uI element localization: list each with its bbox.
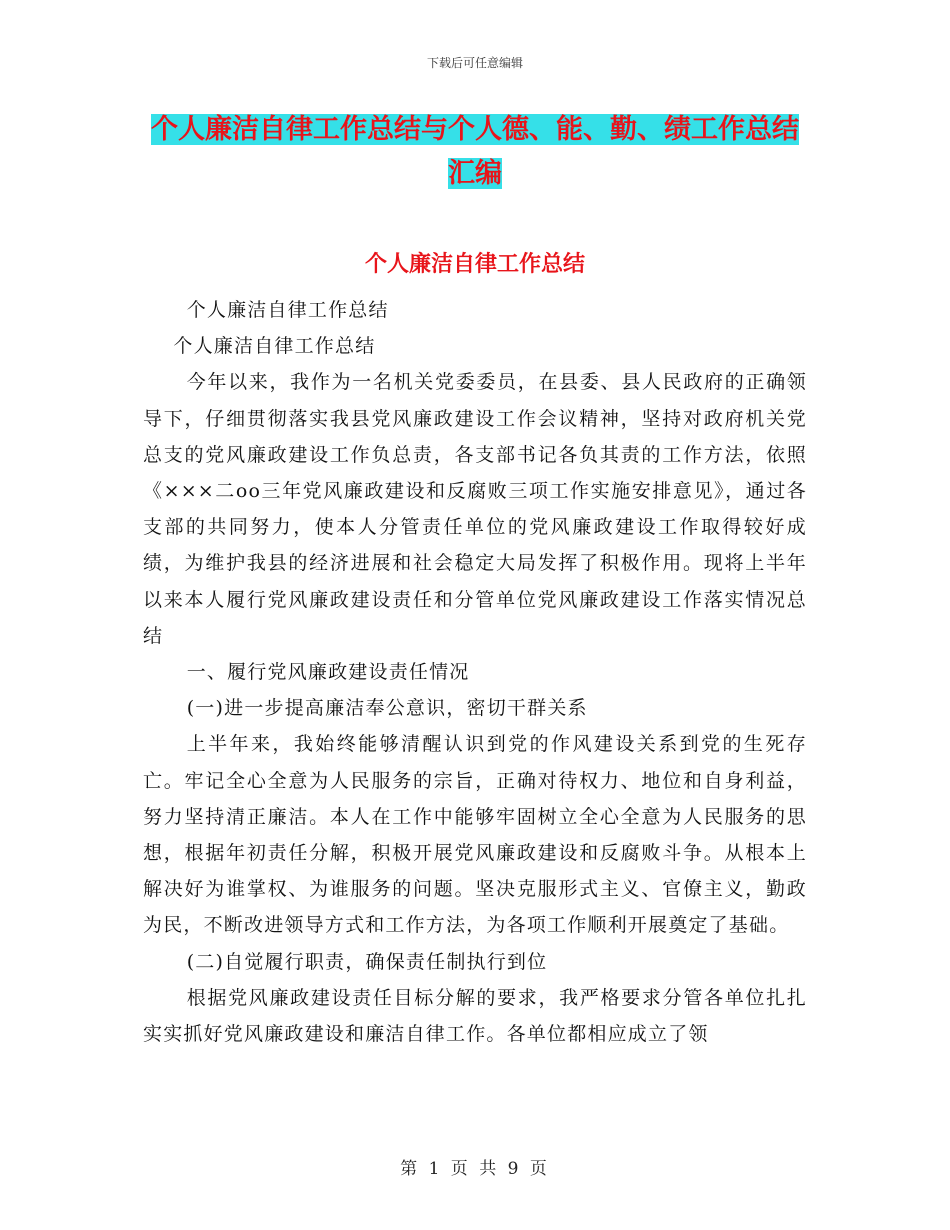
page-number-footer: 第 1 页 共 9 页 [400,1159,550,1179]
heading-subsection-2: (二)自觉履行职责，确保责任制执行到位 [186,950,548,973]
heading-section-1: 一、履行党风廉政建设责任情况 [186,661,470,684]
heading-subsection-1: (一)进一步提高廉洁奉公意识，密切干群关系 [186,697,588,720]
paragraph-subsection-2: 根据党风廉政建设责任目标分解的要求，我严格要求分管各单位扎扎实实抓好党风廉政建设和廉洁自律工作。各单位都相应成立了领 [143,986,807,1046]
paragraph-intro: 今年以来，我作为一名机关党委委员，在县委、县人民政府的正确领导下，仔细贯彻落实我县党风廉政建设工作会议精神，坚持对政府机关党总支的党风廉政建设工作负总责，各支部书记各负其责的工作方法，依照《×××二oo三年党风廉政建设和反腐败三项工作实施安排意见》，通过各支部的共同努力，使本人分管责任单位的党风廉政建设工作取得较好成绩，为维护我县的经济进展和社会稳定大局发挥了积极作用。现将上半年以来本人履行党风廉政建设责任和分管单位党风廉政建设工作落实情况总结 [143,371,807,647]
page-header-note: 下载后可任意编辑 [426,56,523,70]
document-title-text: 个人廉洁自律工作总结与个人德、能、勤、绩工作总结汇编 [151,114,799,189]
document-body [143,292,807,1052]
paragraph-subsection-1: 上半年来，我始终能够清醒认识到党的作风建设关系到党的生死存亡。牢记全心全意为人民服务的宗旨，正确对待权力、地位和自身利益，努力坚持清正廉洁。本人在工作中能够牢固树立全心全意为人民服务的思想，根据年初责任分解，积极开展党风廉政建设和反腐败斗争。从根本上解决好为谁掌权、为谁服务的问题。坚决克服形式主义、官僚主义，勤政为民，不断改进领导方式和工作方法，为各项工作顺利开展奠定了基础。 [143,733,807,937]
section-title: 个人廉洁自律工作总结 [364,252,585,277]
document-title [143,108,807,196]
paragraph-subtitle-repeat: 个人廉洁自律工作总结 [173,335,376,358]
paragraph-subtitle: 个人廉洁自律工作总结 [186,299,389,321]
